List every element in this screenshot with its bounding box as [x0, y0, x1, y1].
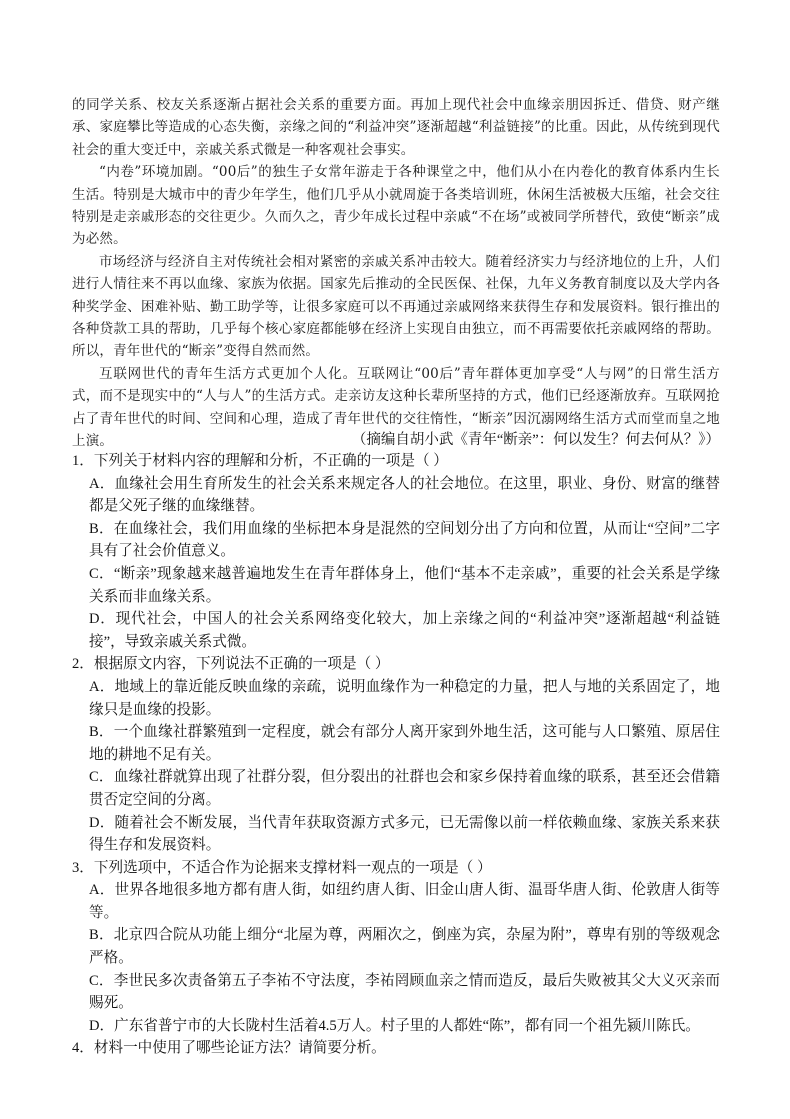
question-2	[72, 653, 720, 856]
option-a: A．世界各地很多地方都有唐人街，如纽约唐人街、旧金山唐人街、温哥华唐人街、伦敦唐人街等等。	[89, 882, 720, 921]
question-stem: 3．下列选项中，不适合作为论据来支撑材料一观点的一项是（ ）	[72, 859, 492, 876]
option-b: B．在血缘社会，我们用血缘的坐标把本身是混然的空间划分出了方向和位置，从而让“空间”二字具有了社会价值意义。	[89, 520, 720, 560]
reading-passage	[72, 94, 720, 453]
option-c: C．血缘社群就算出现了社群分裂，但分裂出的社群也会和家乡保持着血缘的联系，甚至还会借籍贯否定空间的分离。	[89, 769, 720, 808]
passage-paragraph-1: 的同学关系、校友关系逐渐占据社会关系的重要方面。再加上现代社会中血缘亲朋因拆迁、借贷、财产继承、家庭攀比等造成的心态失衡，亲缘之间的“利益冲突”逐渐超越“利益链接”的比重。因此，从传统到现代社会的重大变迁中，亲戚关系式微是一种客观社会事实。	[72, 97, 720, 158]
question-stem: 4．材料一中使用了哪些论证方法？请简要分析。	[72, 1040, 386, 1057]
question-list	[72, 450, 720, 1060]
option-d: D．随着社会不断发展，当代青年获取资源方式多元，已无需像以前一样依赖血缘、家族关系来获得生存和发展资料。	[89, 814, 720, 854]
option-d: D．广东省普宁市的大长陇村生活着4.5万人。村子里的人都姓“陈”，都有同一个祖先颍川陈氏。	[89, 1017, 700, 1034]
option-b: B．一个血缘社群繁殖到一定程度，就会有部分人离开家到外地生活，这可能与人口繁殖、原居住地的耕地不足有关。	[89, 724, 720, 763]
passage-paragraph-2: “内卷”环境加剧。“00后”的独生子女常年游走于各种课堂之中，他们从小在内卷化的教育体系内生长生活。特别是大城市中的青少年学生，他们几乎从小就周旋于各类培训班，休闲生活被极大压缩，社会交往特别是走亲戚形态的交往更少。久而久之，青少年成长过程中亲戚“不在场”或被同学所替代，致使“断亲”成为必然。	[72, 164, 720, 248]
question-stem: 1．下列关于材料内容的理解和分析，不正确的一项是（ ）	[72, 453, 448, 469]
option-a: A．血缘社会用生育所发生的社会关系来规定各人的社会地位。在这里，职业、身份、财富的继替都是父死子继的血缘继替。	[89, 475, 720, 515]
option-c: C．“断亲”现象越来越普遍地发生在青年群体身上，他们“基本不走亲戚”，重要的社会关系是学缘关系而非血缘关系。	[89, 565, 720, 605]
source-citation: （摘编自胡小武《青年“断亲”：何以发生？何去何从？》）	[351, 432, 720, 448]
option-b: B．北京四合院从功能上细分“北屋为尊，两厢次之，倒座为宾，杂屋为附”，尊卑有别的等级观念严格。	[89, 927, 720, 967]
option-a: A．地域上的靠近能反映血缘的亲疏，说明血缘作为一种稳定的力量，把人与地的关系固定了，地缘只是血缘的投影。	[89, 678, 720, 718]
option-d: D．现代社会，中国人的社会关系网络变化较大，加上亲缘之间的“利益冲突”逐渐超越“利益链接”，导致亲戚关系式微。	[89, 611, 720, 650]
question-3	[72, 857, 720, 1038]
passage-paragraph-3: 市场经济与经济自主对传统社会相对紧密的亲戚关系冲击较大。随着经济实力与经济地位的上升，人们进行人情往来不再以血缘、家族为依据。国家先后推动的全民医保、社保，九年义务教育制度以及大学内各种奖学金、困难补贴、勤工助学等，让很多家庭可以不再通过亲戚网络来获得生存和发展资料。银行推出的各种贷款工具的帮助，几乎每个核心家庭都能够在经济上实现自由独立，而不再需要依托亲戚网络的帮助。所以，青年世代的“断亲”变得自然而然。	[72, 253, 720, 360]
option-c: C．李世民多次责备第五子李祐不守法度，李祐罔顾血亲之情而造反，最后失败被其父大义灭亲而赐死。	[89, 972, 720, 1012]
question-stem: 2．根据原文内容，下列说法不正确的一项是（ ）	[72, 656, 390, 673]
question-1	[72, 450, 720, 653]
passage-paragraph-4: 互联网世代的青年生活方式更加个人化。互联网让“00后”青年群体更加享受“人与网”的日常生活方式，而不是现实中的“人与人”的生活方式。走亲访友这种长辈所坚持的方式，他们已经逐渐放弃。互联网抢占了青年世代的时间、空间和心理，造成了青年世代的交往惰性，“断亲”因沉溺网络生活方式而堂而皇之地上演。	[72, 365, 720, 450]
question-4	[72, 1037, 720, 1060]
